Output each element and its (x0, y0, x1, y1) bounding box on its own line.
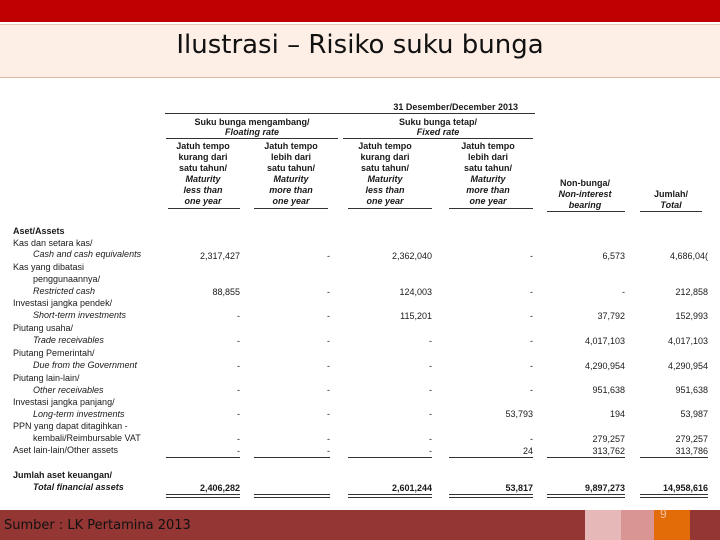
row-vat-label-1: PPN yang dapat ditagihkan - (13, 421, 128, 431)
total-label-1: Jumlah aset keuangan/ (13, 470, 113, 480)
col4-header-6: one year (469, 196, 507, 206)
row-vat-val-6: 279,257 (675, 434, 708, 444)
col3-header-2: kurang dari (360, 152, 410, 162)
subtotal-rule-5 (547, 457, 625, 458)
col1-header-1: Jatuh tempo (176, 141, 230, 151)
row-cash-val-6: 4,686,04( (669, 251, 708, 261)
subtotal-rule-3 (348, 457, 432, 458)
row-shortterm-val-5: 37,792 (597, 311, 625, 321)
row-cash-label-2: Cash and cash equivalents (33, 249, 142, 259)
period-header: 31 Desember/December 2013 (393, 102, 518, 112)
row-gov-label-1: Piutang Pemerintah/ (13, 348, 95, 358)
col2-header-6: one year (272, 196, 310, 206)
col2-header-1: Jatuh tempo (264, 141, 318, 151)
page-number: 9 (660, 507, 667, 521)
total-val-1: 2,406,282 (199, 483, 240, 493)
row-trade-val-3: - (429, 336, 432, 346)
row-trade-val-2: - (327, 336, 330, 346)
row-vat-val-2: - (327, 434, 330, 444)
row-vat-val-3: - (429, 434, 432, 444)
col5-header-rule (547, 211, 625, 212)
row-other-val-5: 951,638 (592, 385, 625, 395)
total-rule-5 (547, 494, 625, 498)
footer-square-2 (621, 510, 654, 540)
row-cash-val-4: - (530, 251, 533, 261)
row-restricted-label-1: Kas yang dibatasi (13, 262, 85, 272)
row-gov-val-5: 4,290,954 (584, 361, 625, 371)
subtotal-rule-4 (449, 457, 533, 458)
col3-header-3: satu tahun/ (360, 163, 409, 173)
group-floating-line2: Floating rate (224, 127, 279, 137)
row-restricted-val-1: 88,855 (212, 287, 240, 297)
row-trade-label-2: Trade receivables (33, 335, 104, 345)
col4-header-3: satu tahun/ (463, 163, 512, 173)
row-cash-val-3: 2,362,040 (391, 251, 432, 261)
row-trade-label-1: Piutang usaha/ (13, 323, 74, 333)
col4-header-5: more than (466, 185, 510, 195)
row-trade-val-1: - (237, 336, 240, 346)
row-other-val-2: - (327, 385, 330, 395)
total-val-2: 2,601,244 (391, 483, 432, 493)
row-otherassets-val-1: - (237, 446, 240, 456)
row-gov-val-4: - (530, 361, 533, 371)
row-shortterm-label-2: Short-term investments (33, 310, 127, 320)
group-floating-line1: Suku bunga mengambang/ (194, 117, 310, 127)
row-restricted-val-5: - (622, 287, 625, 297)
row-restricted-val-4: - (530, 287, 533, 297)
row-restricted-val-6: 212,858 (675, 287, 708, 297)
row-other-val-3: - (429, 385, 432, 395)
row-longterm-val-2: - (327, 409, 330, 419)
total-rule-3 (348, 494, 432, 498)
row-trade-val-6: 4,017,103 (667, 336, 708, 346)
col1-header-4: Maturity (185, 174, 221, 184)
total-rule-1 (166, 494, 240, 498)
row-gov-val-2: - (327, 361, 330, 371)
col1-header-3: satu tahun/ (178, 163, 227, 173)
col2-header-2: lebih dari (270, 152, 311, 162)
row-cash-val-2: - (327, 251, 330, 261)
row-gov-val-3: - (429, 361, 432, 371)
row-gov-val-1: - (237, 361, 240, 371)
row-longterm-val-3: - (429, 409, 432, 419)
total-rule-6 (640, 494, 708, 498)
row-cash-label-1: Kas dan setara kas/ (13, 238, 93, 248)
group-fixed-line2: Fixed rate (416, 127, 460, 137)
row-gov-label-2: Due from the Government (33, 360, 138, 370)
footer-square-4 (690, 510, 720, 540)
row-longterm-val-6: 53,987 (680, 409, 708, 419)
row-restricted-val-3: 124,003 (399, 287, 432, 297)
row-restricted-label-3: Restricted cash (33, 286, 96, 296)
subtotal-rule-1 (166, 457, 240, 458)
row-otherassets-val-3: - (429, 446, 432, 456)
row-longterm-label-1: Investasi jangka panjang/ (13, 397, 115, 407)
col3-header-rule (348, 208, 432, 209)
col2-header-3: satu tahun/ (266, 163, 315, 173)
slide-title: Ilustrasi – Risiko suku bunga (176, 30, 544, 60)
col1-header-rule (168, 208, 240, 209)
row-gov-val-6: 4,290,954 (667, 361, 708, 371)
row-longterm-label-2: Long-term investments (33, 409, 125, 419)
col4-header-2: lebih dari (467, 152, 508, 162)
col4-header-1: Jatuh tempo (461, 141, 515, 151)
footer-square-1 (585, 510, 621, 540)
row-other-label-1: Piutang lain-lain/ (13, 373, 80, 383)
total-rule-2 (254, 494, 330, 498)
row-otherassets-val-2: - (327, 446, 330, 456)
row-other-val-1: - (237, 385, 240, 395)
row-other-val-4: - (530, 385, 533, 395)
total-val-4: 9,897,273 (584, 483, 625, 493)
col3-header-6: one year (366, 196, 404, 206)
row-shortterm-val-2: - (327, 311, 330, 321)
row-shortterm-val-4: - (530, 311, 533, 321)
col2-header-5: more than (269, 185, 313, 195)
col5-header-1: Non-bunga/ (560, 178, 610, 188)
col4-header-rule (449, 208, 533, 209)
col6-header-1: Jumlah/ (653, 189, 688, 199)
row-shortterm-val-6: 152,993 (675, 311, 708, 321)
row-other-label-2: Other receivables (33, 385, 104, 395)
row-otherassets-val-4: 24 (522, 446, 533, 456)
row-vat-val-4: - (530, 434, 533, 444)
col5-header-2: Non-interest (558, 189, 612, 199)
col3-header-5: less than (365, 185, 405, 195)
row-otherassets-val-6: 313,786 (675, 446, 708, 456)
row-vat-val-1: - (237, 434, 240, 444)
col6-header-rule (640, 211, 702, 212)
period-rule (165, 113, 535, 114)
row-otherassets-val-5: 313,762 (592, 446, 625, 456)
section-title: Aset/Assets (13, 226, 65, 236)
row-vat-label-2: kembali/Reimbursable VAT (33, 433, 141, 443)
subtotal-rule-2 (254, 457, 330, 458)
group-fixed-rule (343, 138, 533, 139)
col1-header-5: less than (183, 185, 223, 195)
row-otherassets-label-1: Aset lain-lain/Other assets (13, 445, 119, 455)
row-cash-val-5: 6,573 (602, 251, 625, 261)
col1-header-2: kurang dari (178, 152, 228, 162)
col3-header-4: Maturity (367, 174, 403, 184)
col2-header-4: Maturity (273, 174, 309, 184)
total-label-2: Total financial assets (33, 482, 124, 492)
total-val-3: 53,817 (505, 483, 533, 493)
col6-header-2: Total (660, 200, 682, 210)
col1-header-6: one year (184, 196, 222, 206)
row-restricted-val-2: - (327, 287, 330, 297)
row-other-val-6: 951,638 (675, 385, 708, 395)
col2-header-rule (254, 208, 328, 209)
row-longterm-val-4: 53,793 (505, 409, 533, 419)
row-trade-val-5: 4,017,103 (584, 336, 625, 346)
group-fixed-line1: Suku bunga tetap/ (398, 117, 477, 127)
row-shortterm-val-1: - (237, 311, 240, 321)
group-floating-rule (166, 138, 338, 139)
col3-header-1: Jatuh tempo (358, 141, 412, 151)
row-shortterm-val-3: 115,201 (400, 311, 432, 321)
row-vat-val-5: 279,257 (592, 434, 625, 444)
col4-header-4: Maturity (470, 174, 506, 184)
total-val-5: 14,958,616 (662, 483, 708, 493)
col5-header-3: bearing (568, 200, 602, 210)
total-rule-4 (449, 494, 533, 498)
row-trade-val-4: - (530, 336, 533, 346)
row-restricted-label-2: penggunaannya/ (33, 274, 101, 284)
subtotal-rule-6 (640, 457, 708, 458)
row-shortterm-label-1: Investasi jangka pendek/ (13, 298, 113, 308)
row-longterm-val-1: - (237, 409, 240, 419)
row-longterm-val-5: 194 (609, 409, 625, 419)
row-cash-val-1: 2,317,427 (199, 251, 240, 261)
source-note: Sumber : LK Pertamina 2013 (4, 518, 191, 533)
